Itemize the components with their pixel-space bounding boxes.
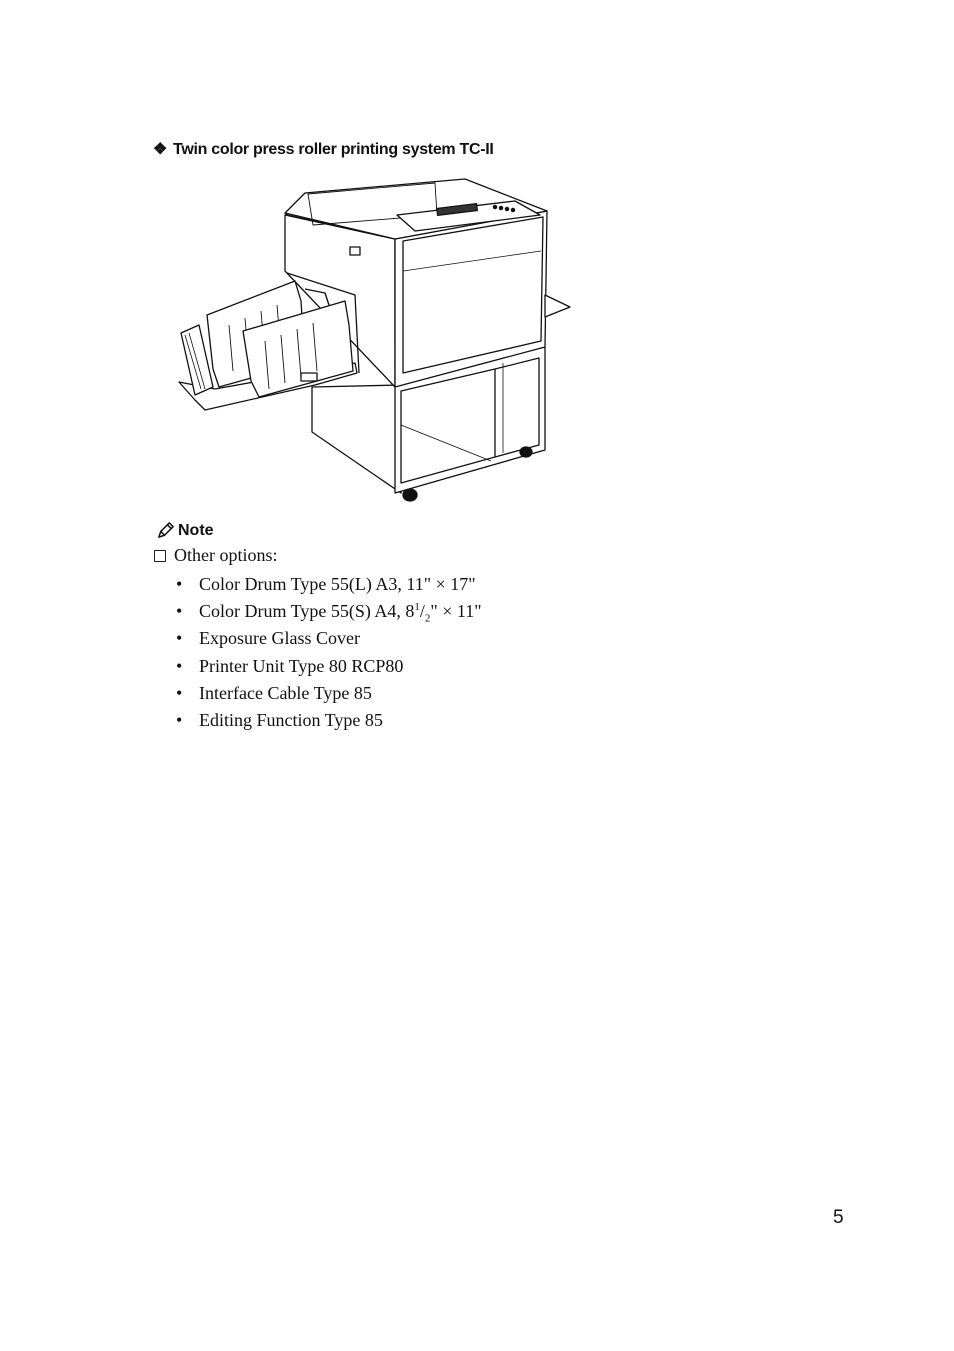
checkbox-square-icon	[154, 550, 166, 562]
note-label: Note	[178, 521, 214, 539]
caster-wheel	[520, 447, 532, 457]
list-item	[176, 707, 482, 734]
bullet-icon: •	[176, 682, 183, 703]
side-tray	[545, 295, 570, 317]
printer-illustration	[175, 175, 575, 507]
list-item	[176, 680, 482, 707]
caster-wheel	[403, 489, 417, 501]
list-item	[176, 653, 482, 680]
bullet-icon: •	[176, 601, 183, 622]
fraction-numerator: 1	[414, 601, 420, 614]
bullet-icon: •	[176, 655, 183, 676]
list-item	[176, 625, 482, 652]
list-item-text	[199, 598, 482, 625]
list-item-text: Color Drum Type 55(L) A3, 11" × 17"	[199, 574, 476, 594]
fraction-denominator: 2	[424, 612, 431, 625]
pencil-icon	[156, 521, 175, 540]
list-item-text-main: Color Drum Type 55(S) A4, 8	[199, 601, 415, 622]
bullet-icon: •	[176, 628, 183, 649]
list-item-text: Printer Unit Type 80 RCP80	[199, 655, 404, 676]
bullet-icon: •	[176, 574, 183, 594]
diamond-bullet-icon: ❖	[153, 141, 168, 158]
options-list	[176, 571, 482, 734]
list-item-text-tail: " × 11"	[430, 601, 482, 622]
fraction-slash: /	[419, 601, 425, 622]
section-heading-text: Twin color press roller printing system TC-II	[173, 141, 494, 158]
list-item	[176, 571, 482, 598]
list-item-text: Editing Function Type 85	[199, 709, 383, 730]
list-item-text: Exposure Glass Cover	[199, 628, 360, 649]
list-item	[176, 598, 482, 625]
page-number: 5	[833, 1207, 844, 1228]
bullet-icon: •	[176, 709, 183, 730]
list-item-text: Interface Cable Type 85	[199, 682, 372, 703]
stand-cabinet	[312, 385, 401, 493]
note-item-text: Other options:	[174, 545, 278, 565]
note-item	[154, 545, 278, 566]
note-heading	[156, 521, 214, 540]
section-heading	[153, 139, 494, 159]
